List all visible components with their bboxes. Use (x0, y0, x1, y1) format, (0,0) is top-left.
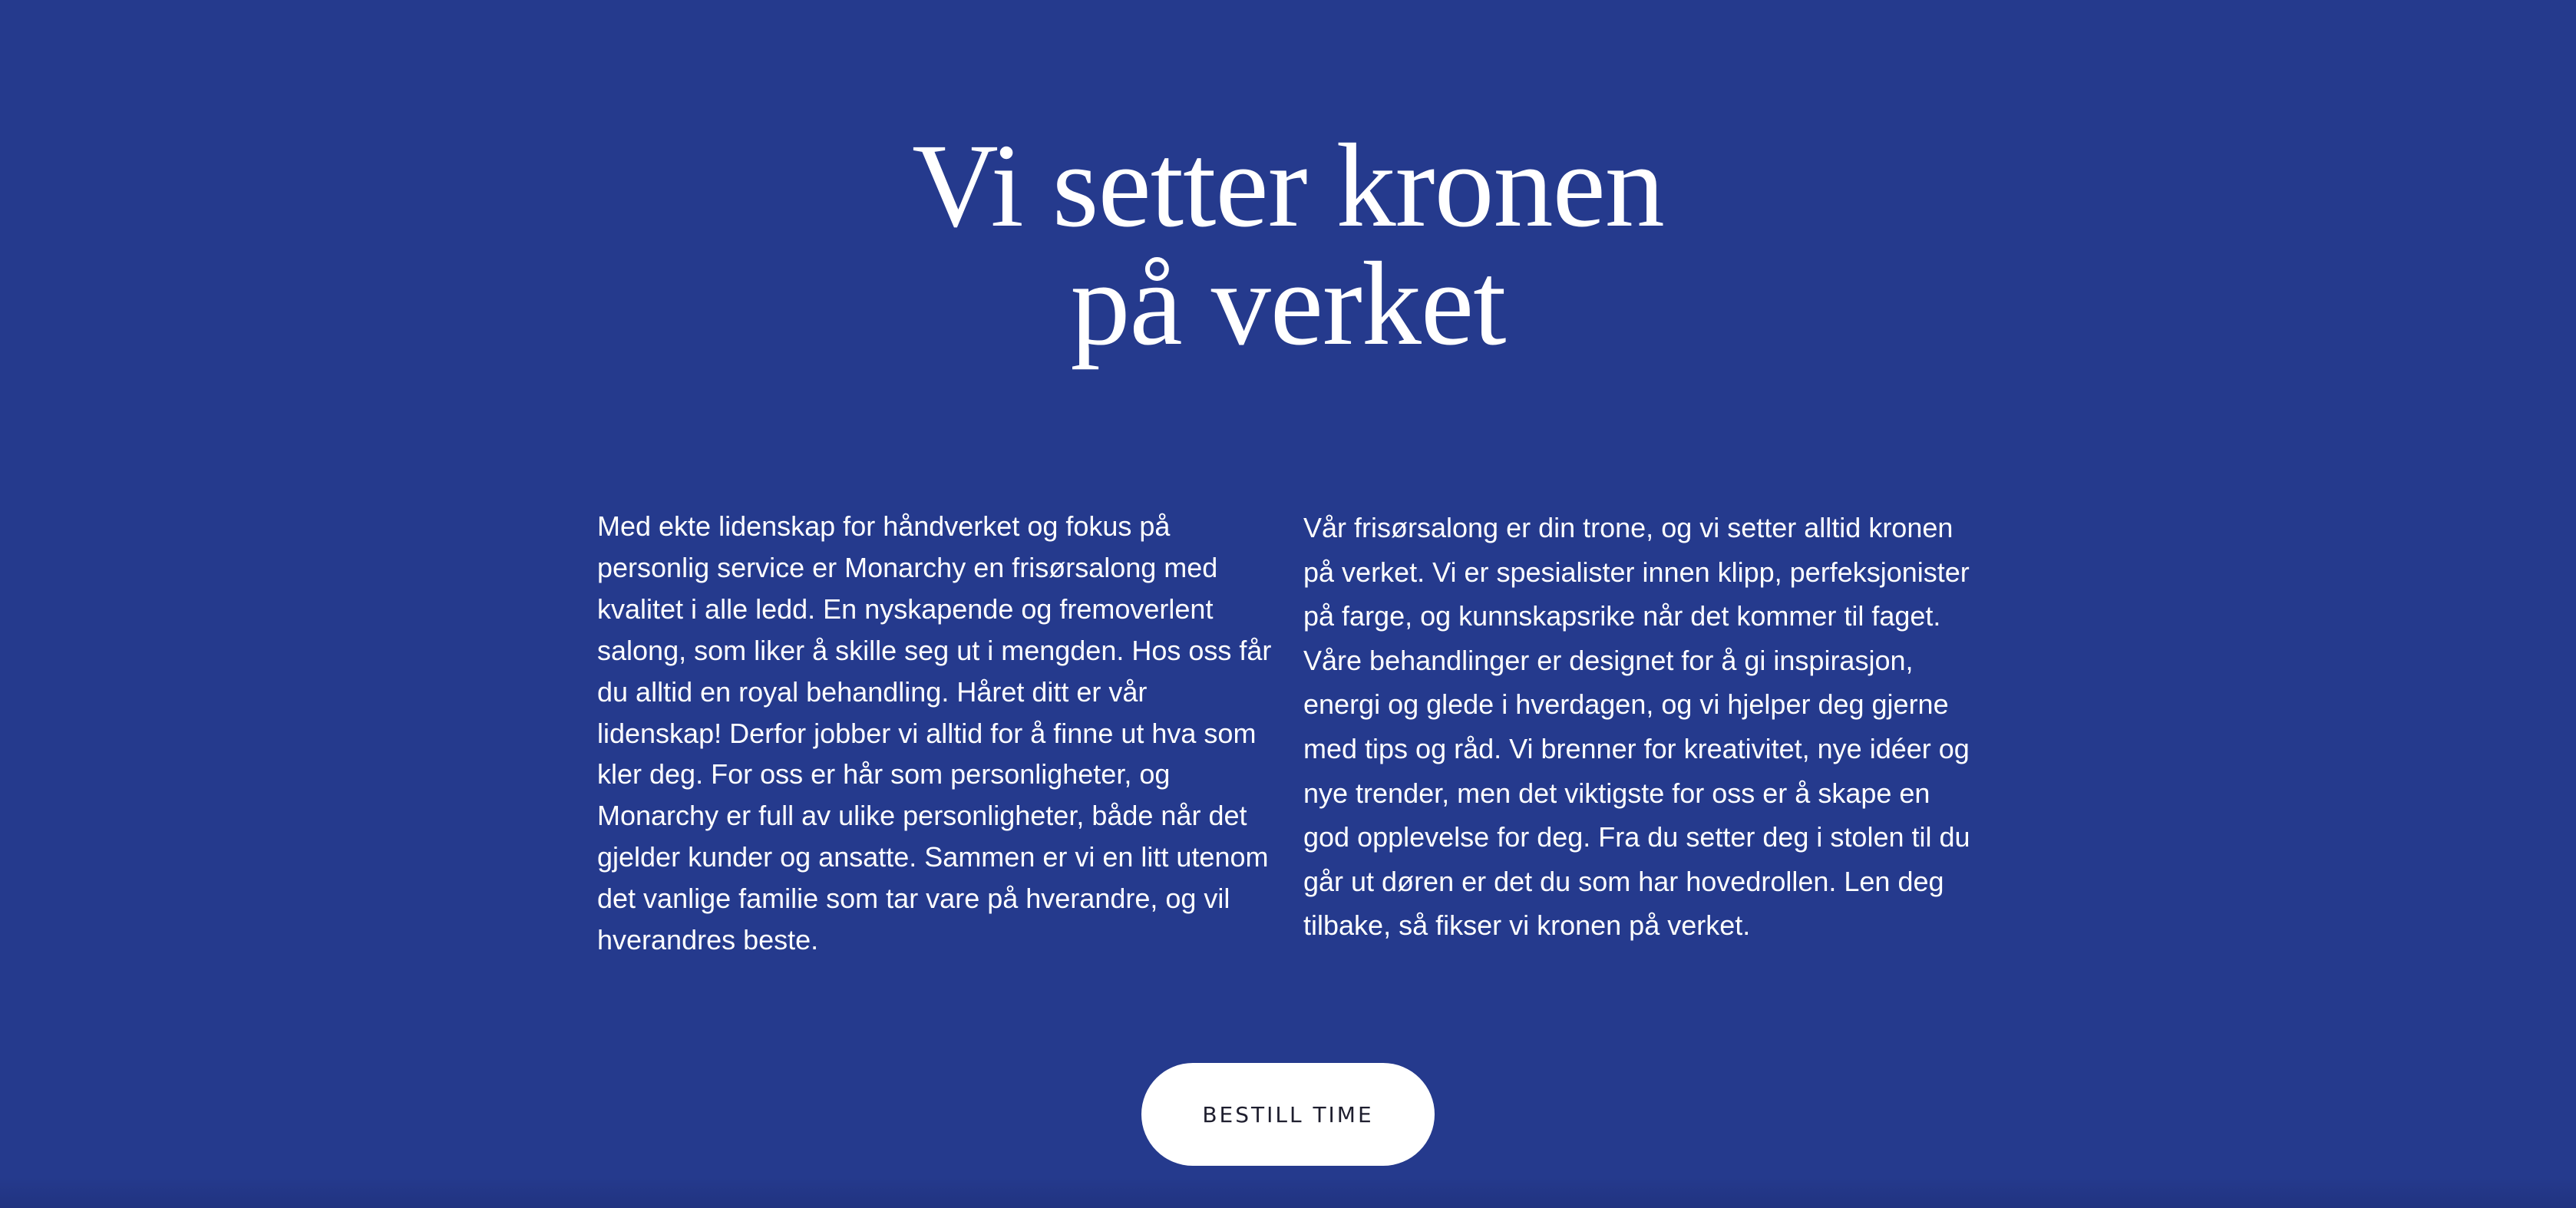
book-appointment-label: BESTILL TIME (1202, 1101, 1374, 1127)
book-appointment-button[interactable] (1141, 1063, 1435, 1166)
page-title-line-1: Vi setter kronen (912, 119, 1664, 252)
section-bottom-shadow (0, 1177, 2576, 1208)
page-title-line-2: på verket (1070, 237, 1506, 370)
intro-text-right: Vår frisørsalong er din trone, og vi setter alltid kronen på verket. Vi er spesialister innen klipp, perfeksjonister på farge, og kunnskapsrike når det kommer til faget. Våre behandlinger er designet for å gi inspirasjon, energi og glede i hverdagen, og vi hjelper deg gjerne med tips og råd. Vi brenner for kreativitet, nye idéer og nye trender, men det viktigste for oss er å skape en god opplevelse for deg. Fra du setter deg i stolen til du går ut døren er det du som har hovedrollen. Len deg tilbake, så fikser vi kronen på verket. (1303, 512, 1970, 942)
intro-text-left: Med ekte lidenskap for håndverket og fokus på personlig service er Monarchy en frisørsalong med kvalitet i alle ledd. En nyskapende og fremoverlent salong, som liker å skille seg ut i mengden. Hos oss får du alltid en royal behandling. Håret ditt er vår lidenskap! Derfor jobber vi alltid for å finne ut hva som kler deg. For oss er hår som personligheter, og Monarchy er full av ulike personligheter, både når det gjelder kunder og ansatte. Sammen er vi en litt utenom det vanlige familie som tar vare på hverandre, og vil hverandres beste. (597, 510, 1272, 956)
page-title (0, 119, 2576, 370)
